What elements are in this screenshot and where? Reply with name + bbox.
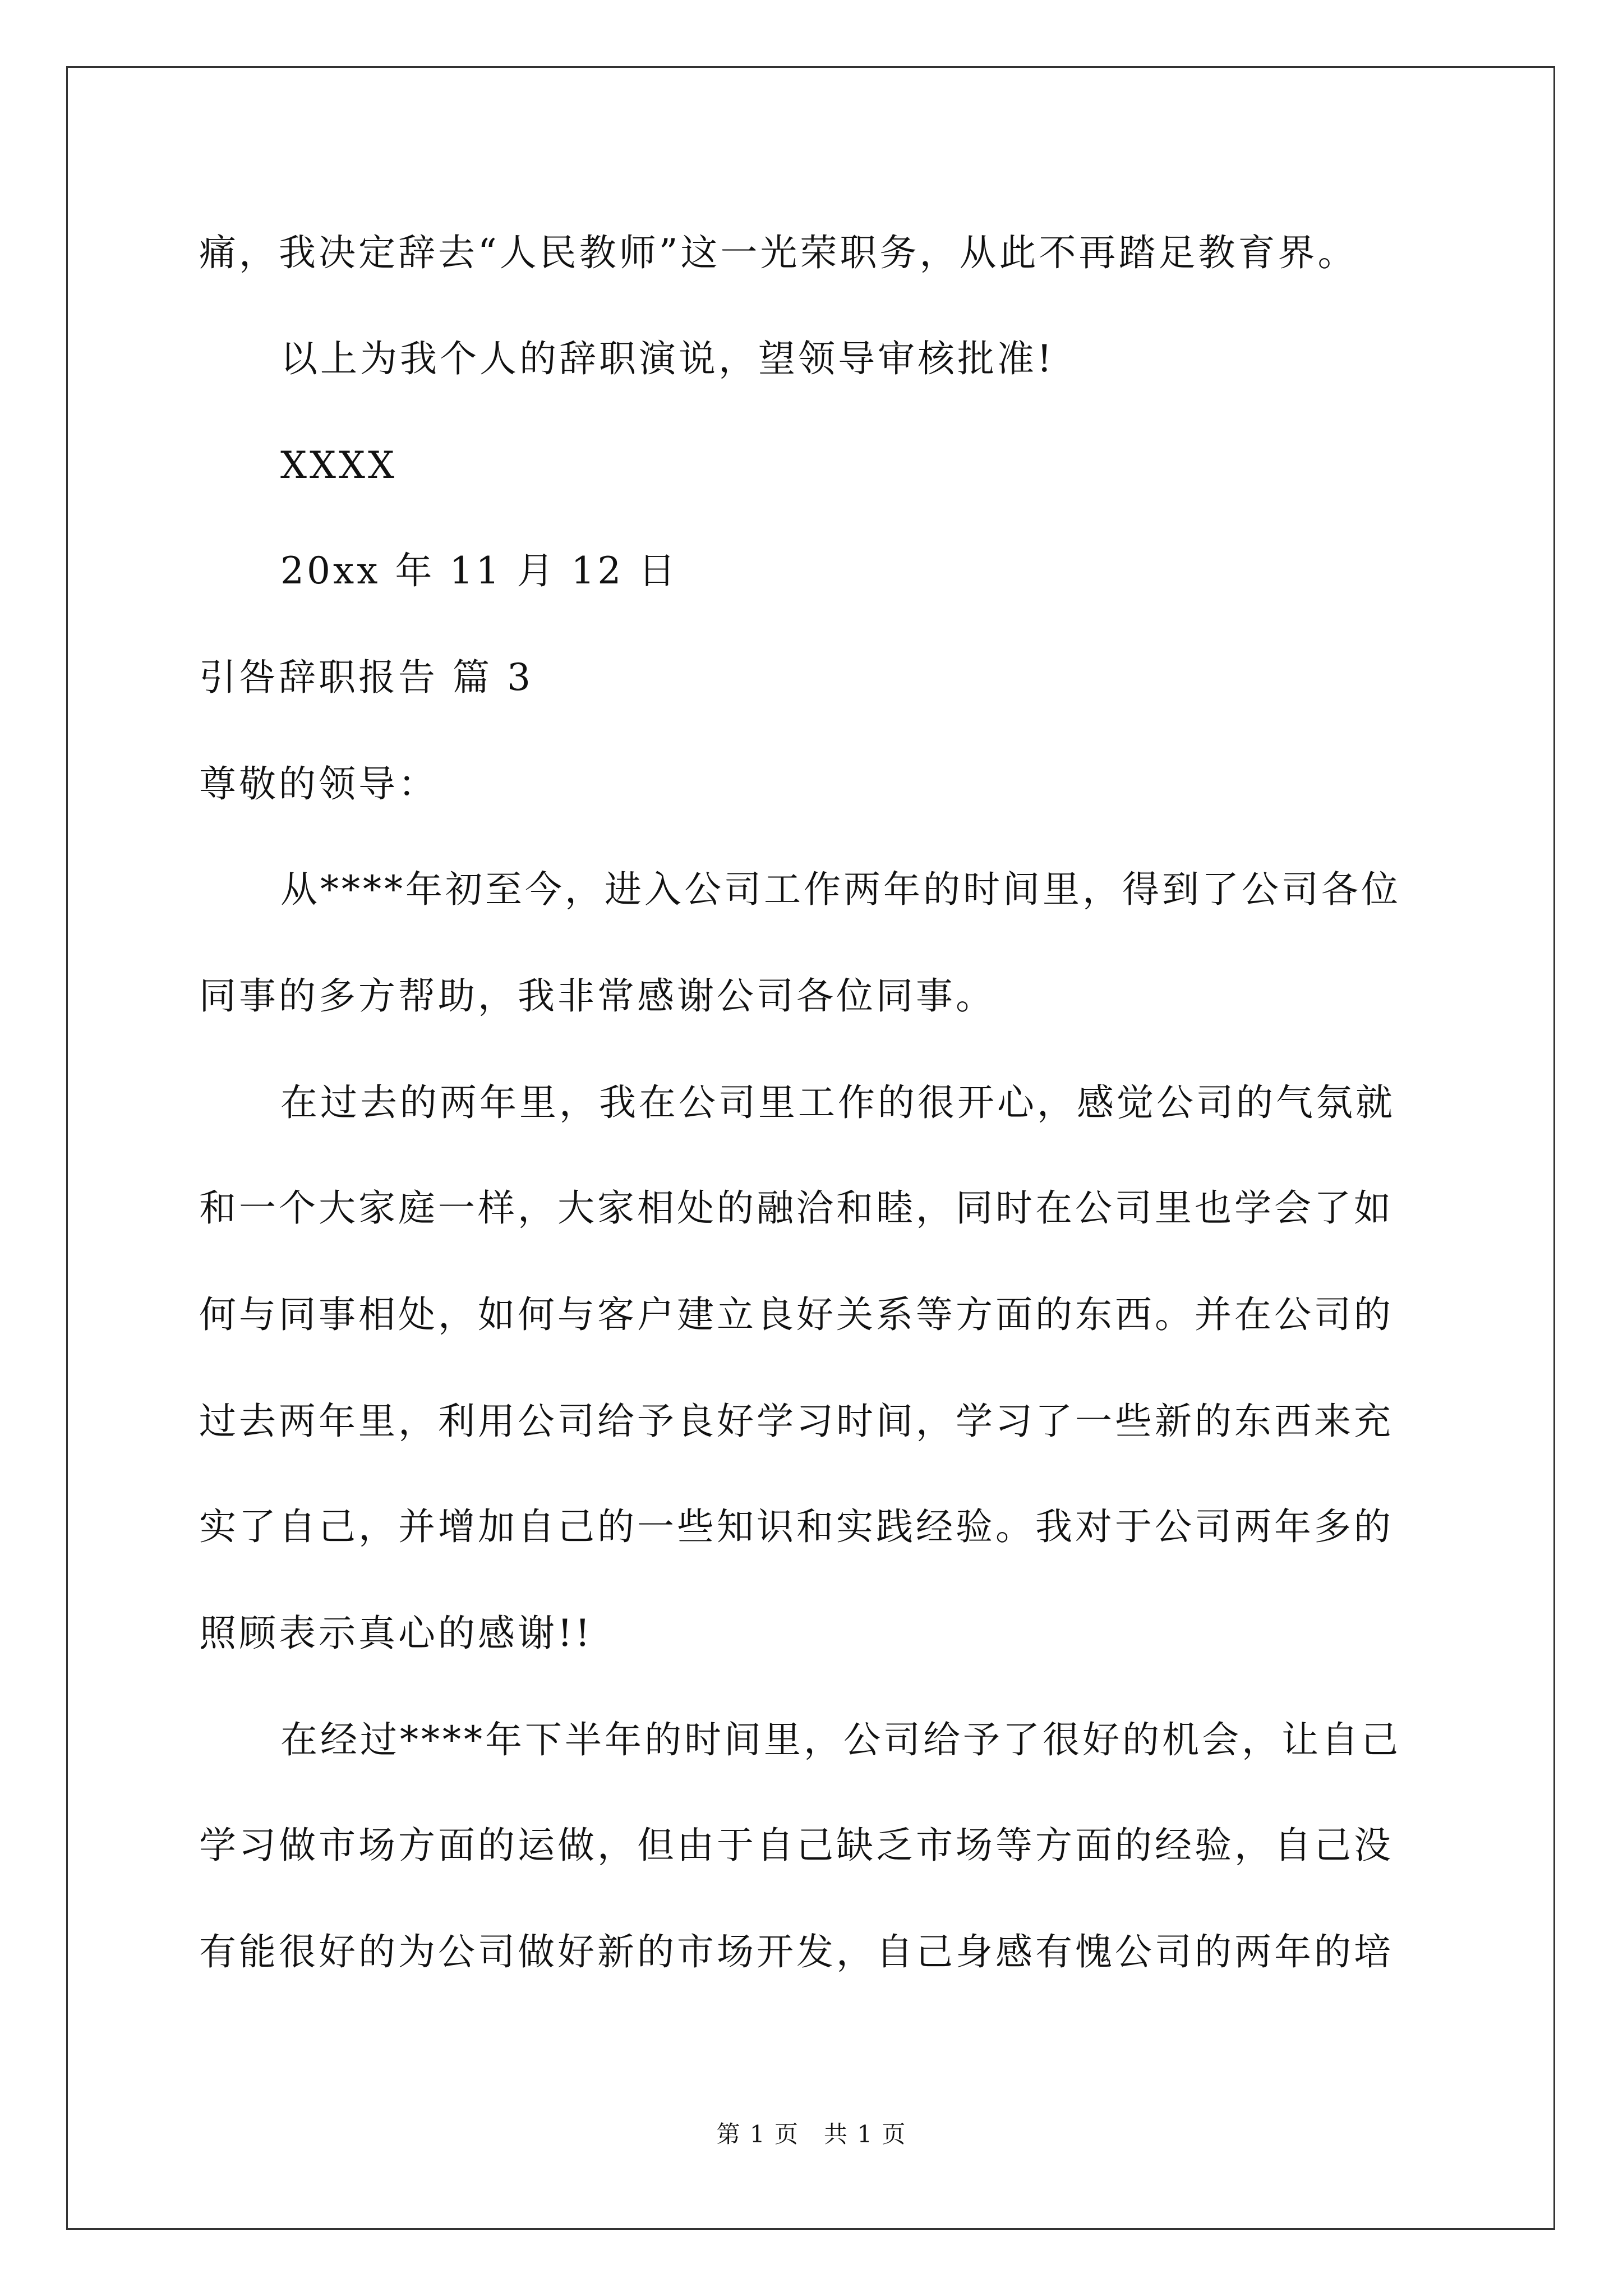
signature-date: 20xx 年 11 月 12 日 [280, 549, 679, 592]
body-line: 有能很好的为公司做好新的市场开发，自己身感有愧公司的两年的培 [199, 1930, 1394, 1973]
page-border [66, 66, 1555, 2230]
body-line: 实了自己，并增加自己的一些知识和实践经验。我对于公司两年多的 [199, 1505, 1394, 1548]
body-line: 在过去的两年里，我在公司里工作的很开心，感觉公司的气氛就 [280, 1081, 1395, 1124]
body-line: 以上为我个人的辞职演说，望领导审核批准! [280, 337, 1055, 380]
salutation: 尊敬的领导： [199, 762, 438, 806]
body-line: 和一个大家庭一样，大家相处的融洽和睦，同时在公司里也学会了如 [199, 1186, 1394, 1230]
body-line: 痛，我决定辞去“人民教师”这一光荣职务，从此不再踏足教育界。 [199, 231, 1358, 274]
body-line: 过去两年里，利用公司给予良好学习时间，学习了一些新的东西来充 [199, 1400, 1394, 1443]
body-line: 学习做市场方面的运做，但由于自己缺乏市场等方面的经验，自己没 [199, 1824, 1394, 1867]
body-line: 同事的多方帮助，我非常感谢公司各位同事。 [199, 974, 995, 1018]
body-line: 何与同事相处，如何与客户建立良好关系等方面的东西。并在公司的 [199, 1293, 1394, 1336]
body-line: 从****年初至今，进入公司工作两年的时间里，得到了公司各位 [280, 868, 1401, 911]
body-line: 在经过****年下半年的时间里，公司给予了很好的机会，让自己 [280, 1718, 1401, 1761]
body-line: 照顾表示真心的感谢!! [199, 1612, 593, 1655]
section-heading: 引咎辞职报告 篇 3 [199, 656, 533, 699]
page-footer: 第 1 页 共 1 页 [716, 2120, 907, 2148]
signature-name: XXXX [280, 444, 397, 487]
